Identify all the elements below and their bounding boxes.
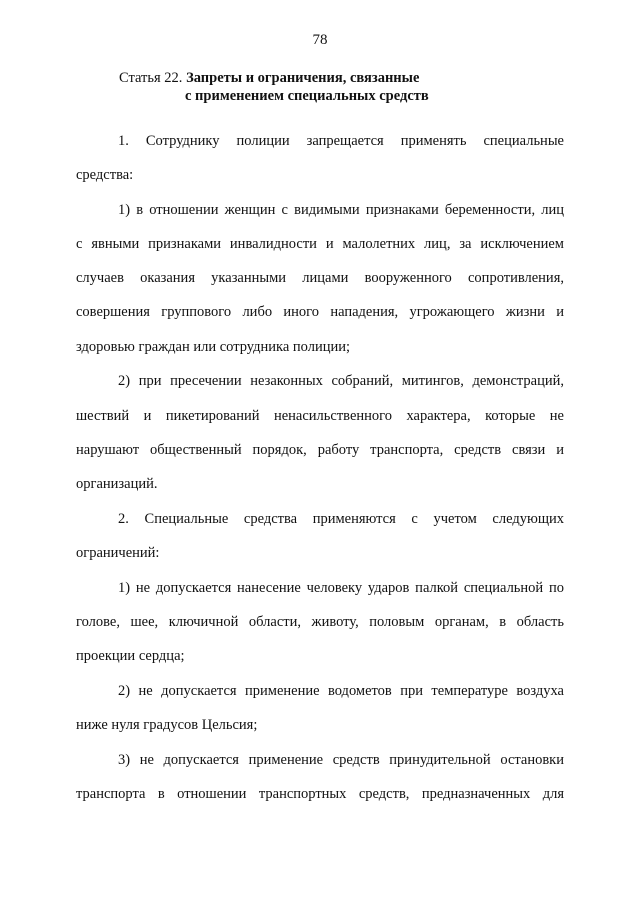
article-title-line-2: с применением специальных средств xyxy=(185,88,429,104)
paragraph-line: ограничений: xyxy=(76,545,160,561)
paragraph-line: случаев оказания указанными лицами вооруженного сопротивления, xyxy=(76,270,564,286)
paragraph-line: 2. Специальные средства применяются с учетом следующих xyxy=(118,511,564,527)
paragraph-line: шествий и пикетирований ненасильственного характера, которые не xyxy=(76,408,564,424)
paragraph-line: 2) при пресечении незаконных собраний, митингов, демонстраций, xyxy=(118,373,564,389)
paragraph-line: здоровью граждан или сотрудника полиции; xyxy=(76,339,351,355)
paragraph-line: с явными признаками инвалидности и малолетних лиц, за исключением xyxy=(76,236,564,252)
paragraph-line: 1) в отношении женщин с видимыми признаками беременности, лиц xyxy=(118,202,564,218)
paragraph-line: нарушают общественный порядок, работу транспорта, средств связи и xyxy=(76,442,564,458)
paragraph-line: 1) не допускается нанесение человеку ударов палкой специальной по xyxy=(118,580,564,596)
article-label: Статья 22. xyxy=(119,70,183,86)
paragraph-line: 2) не допускается применение водометов при температуре воздуха xyxy=(118,683,564,699)
paragraph-line: ниже нуля градусов Цельсия; xyxy=(76,717,258,733)
paragraph-line: средства: xyxy=(76,167,134,183)
paragraph-line: 3) не допускается применение средств принудительной остановки xyxy=(118,752,564,768)
paragraph-line: совершения группового либо иного нападения, угрожающего жизни и xyxy=(76,304,564,320)
paragraph-line: транспорта в отношении транспортных средств, предназначенных для xyxy=(76,786,564,802)
article-title-line-1: Запреты и ограничения, связанные xyxy=(186,70,420,86)
paragraph-line: 1. Сотруднику полиции запрещается применять специальные xyxy=(118,133,564,149)
article-heading xyxy=(119,69,429,105)
paragraph-line: проекции сердца; xyxy=(76,648,185,664)
paragraph-line: организаций. xyxy=(76,476,158,492)
page-number: 78 xyxy=(312,32,328,48)
paragraph-line: голове, шее, ключичной области, животу, половым органам, в область xyxy=(76,614,564,630)
